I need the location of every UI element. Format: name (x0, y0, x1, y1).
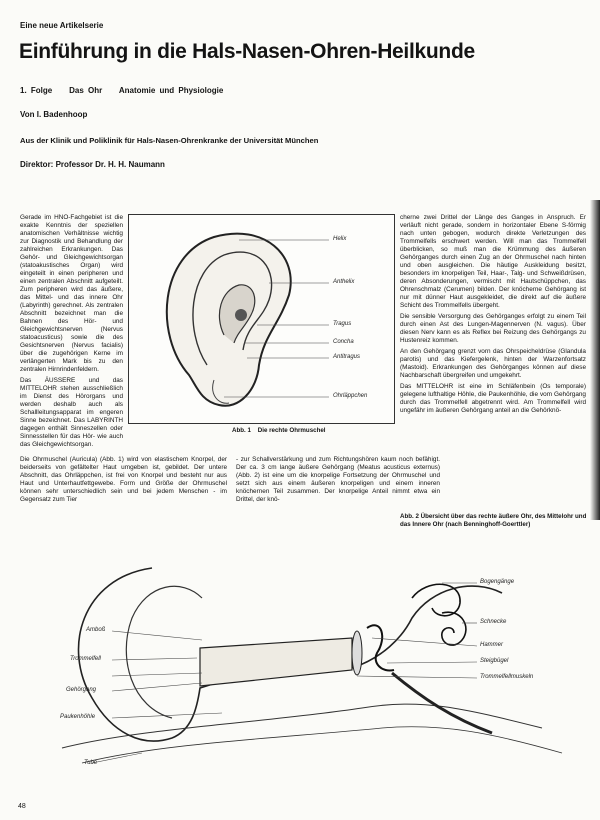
label-anthelix: Anthelix (333, 279, 355, 285)
label-malleus: Hammer (480, 642, 504, 648)
label-semicircular-canals: Bogengänge (480, 579, 515, 585)
paragraph: An den Gehörgang grenzt vorn das Ohrspeicheldrüse (Glandula parotis) und das Kiefergelenk, hinten der Warzenfortsatz (Mastoid). Erkrankungen des Gehörganges können auf diese Nachbarschaft übergreifen und umgekehrt. (400, 348, 586, 379)
director-line: Direktor: Professor Dr. H. H. Naumann (20, 160, 165, 169)
page-edge-shadow (590, 200, 600, 520)
paragraph: Die sensible Versorgung des Gehörganges erfolgt zu einem Teil durch einen Ast des Lungen-Magennerven (N. vagus). Über diesen Nerv kann es als Reflex bei Reizung des Gehörgangs zu Hustenreiz kommen. (400, 313, 586, 344)
label-concha: Concha (333, 339, 354, 345)
label-tragus: Tragus (333, 321, 352, 327)
paragraph: cherne zwei Drittel der Länge des Ganges in Anspruch. Er verläuft nicht gerade, sondern in horizontaler Ebene S-förmig nach unten gebogen, wodurch direkte Verletzungen des Trommelfells erschwert werden. Will man das Trommelfell überblicken, so muß man die Krümmung des äußeren Gehörganges durch einen Zug an der Ohrmuschel nach hinten und oben ausgleichen. Die häutige Auskleidung besitzt, besonders im knorpeligen Teil, Haar-, Talg- und Schweißdrüsen, deren Absonderungen, vermischt mit Hautschüppchen, das Ohrenschmalz (Cerumen) bilden. Der knöcherne Gehörgang ist nur mit dünner Haut ausgekleidet, die direkt auf die äußere Schicht des Trommelfells übergeht. (400, 214, 586, 309)
figure-2-caption: Abb. 2 Übersicht über das rechte äußere Ohr, des Mittelohr und das Innere Ohr (nach Benninghoff-Goerttler) (400, 513, 587, 528)
article-title: Einführung in die Hals-Nasen-Ohren-Heilkunde (19, 40, 475, 63)
clinic-line: Aus der Klinik und Poliklinik für Hals-Nasen-Ohrenkranke der Universität München (20, 136, 319, 145)
label-incus: Amboß (86, 627, 106, 633)
paragraph: Das MITTELOHR ist eine im Schläfenbein (Os temporale) gelegene lufthaltige Höhle, die Paukenhöhle, die vom Gehörgang durch das Trommelfell abgetrennt wird. Am Trommelfell wird ungefähr im äußeren Gehörgang anteil an die Gehörknö- (400, 383, 586, 414)
page-number: 48 (18, 803, 26, 810)
paragraph: Die Ohrmuschel (Auricula) (Abb. 1) wird von elastischem Knorpel, der beiderseits von gefältelter Haut umgeben ist, gebildet. Der untere Abschnitt, das Ohrläppchen, ist frei von Knorpel und besteht nur aus Haut und Unterhautfettgewebe. Form und Größe der Ohrmuschel können sehr unterschiedlich sein und bei jedem Menschen - im Gegensatz zum Tier (20, 456, 227, 503)
paragraph: - zur Schallverstärkung und zum Richtungshören kaum noch befähigt. Der ca. 3 cm lange äußere Gehörgang (Meatus acusticus externus) (Abb. 2) ist eine um die knorpelige Fortsetzung der Ohrmuschel und setzt sich aus einem äußeren knorpeligen und einem inneren knöchernen Teil zusammen. Der knorpelige Anteil nimmt etwa ein Drittel, der knö- (236, 456, 440, 503)
label-ear-canal: Gehörgang (66, 687, 97, 693)
body-column-1-continued (20, 456, 227, 538)
label-earlobe: Ohrläppchen (333, 393, 368, 399)
label-eardrum-muscles: Trommelfellmuskeln (480, 674, 534, 680)
figure-1-caption: Abb. 1 Die rechte Ohrmuschel (232, 427, 326, 434)
label-antitragus: Antitragus (333, 354, 361, 360)
series-subline: 1. Folge Das Ohr Anatomie und Physiologie (20, 86, 224, 95)
figure-ear-auricle (128, 214, 395, 424)
label-tube: Tube (84, 760, 98, 766)
label-tympanic-cavity: Paukenhöhle (60, 714, 96, 720)
figure-ear-cross-section (22, 558, 582, 778)
body-column-1 (20, 214, 123, 456)
label-helix: Helix (333, 236, 347, 242)
body-column-3 (400, 214, 586, 509)
paragraph: Gerade im HNO-Fachgebiet ist die exakte Kenntnis der speziellen anatomischen Verhältnisse wichtig zur Diagnostik und Behandlung der zahlreichen Erkrankungen. Das Gehör- und Gleichgewichtsorgan (statoakustisches Organ) wird eingeteilt in einen peripheren und einen zentralen Abschnitt aufgeteilt. Zum peripheren wird das äußere, das Mittel- und das innere Ohr (Labyrinth) gerechnet. Als zentralen Abschnitt bezeichnet man die Bahnen des Hör- und Gleichgewichtsnerven (Nervus statoacusticus) sowie die des Gesichtsnerven (Nervus facialis) über die zugehörigen Kerne im verlängerten Mark bis zu den zentralen Hirnrindenfeldern. (20, 214, 123, 373)
author-line: Von I. Badenhoop (20, 110, 88, 119)
series-kicker: Eine neue Artikelserie (20, 21, 104, 30)
paragraph: Das ÄUSSERE und das MITTELOHR stehen ausschließlich im Dienst des Hörorgans und werden deshalb auch als Schallleitungsapparat im engeren Sinne bezeichnet. Das LABYRINTH dagegen enthält Sinneszellen oder Sinnesstellen für das Hör- wie auch das Gleichgewichtsorgan. (20, 377, 123, 448)
label-eardrum: Trommelfell (70, 656, 101, 662)
label-stapes: Steigbügel (480, 658, 509, 664)
label-cochlea: Schnecke (480, 619, 507, 625)
